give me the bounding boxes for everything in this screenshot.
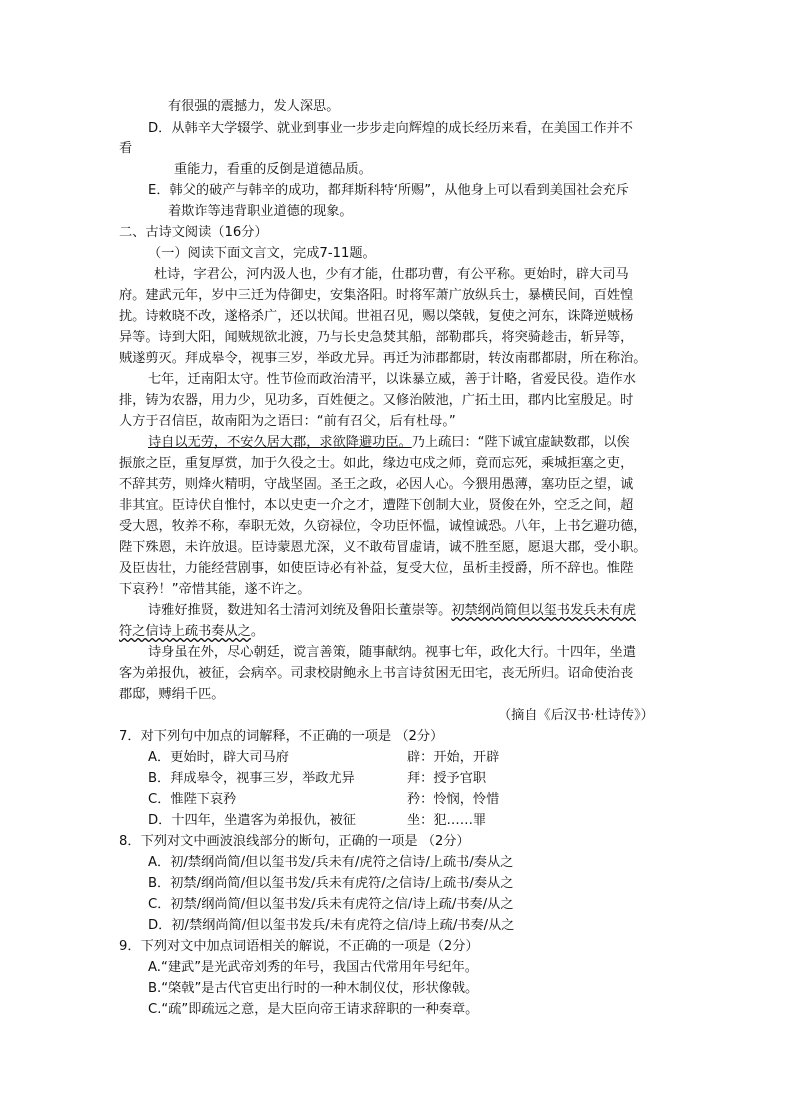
passage-line: 陛下殊恩，未许放退。臣诗蒙恩尤深，义不敢苟冒虚请，诚不胜至愿，愿退大郡，受小职。 xyxy=(119,540,647,555)
q7-option-a: A．更始时，辟大司马府 xyxy=(148,750,289,765)
q7-option-b-gloss: 拜：授予官职 xyxy=(407,771,487,786)
passage-line: 不辞其劳，则烽火精明，守战坚固。圣王之政，必因人心。今猥用愚薄，塞功臣之望，诚 xyxy=(119,477,634,492)
q9-option-c: C.“疏”即疏远之意，是大臣向帝王请求辞职的一种奏章。 xyxy=(148,1002,479,1017)
passage-line xyxy=(148,601,636,621)
option-d-line1: D．从韩辛大学辍学、就业到事业一步步走向辉煌的成长经历来看，在美国工作并不 xyxy=(148,121,633,136)
passage-text: 乃上疏曰：“陛下诚宜虚缺数郡，以俟 xyxy=(411,435,630,450)
q8-option-d: D．初/禁纲尚简/但以玺书发兵/未有虎符之信/诗上疏/书奏/从之 xyxy=(148,918,515,933)
q7-option-d: D．十四年，坐遣客为弟报仇，被征 xyxy=(148,813,356,828)
option-e-line2: 着欺诈等违背职业道德的现象。 xyxy=(168,204,353,219)
wavy-underlined-text: 符之信诗上疏书奏从之 xyxy=(119,624,251,639)
question-7-stem: 7．对下列句中加点的词解释，不正确的一项是 （2分） xyxy=(119,729,444,744)
q9-option-a: A.“建武”是光武帝刘秀的年号，我国古代常用年号纪年。 xyxy=(148,960,478,975)
q7-option-d-gloss: 坐：犯……罪 xyxy=(407,813,487,828)
option-d-line3: 重能力，看重的反倒是道德品质。 xyxy=(174,162,372,177)
passage-line: 客为弟报仇，被征，会病卒。司隶校尉鲍永上书言诗贫困无田宅，丧无所归。诏命使治丧 xyxy=(119,666,634,681)
passage-line: 七年，迁南阳太守。性节俭而政治清平，以诛暴立威，善于计略，省爱民役。造作水 xyxy=(148,372,636,387)
passage-line: 及臣齿壮，力能经营剧事，如使臣诗必有补益，复受大位，虽析圭授爵，所不辞也。惟陛 xyxy=(119,561,634,576)
passage-line: 诗身虽在外，尽心朝廷，谠言善策，随事献纳。视事七年，政化大行。十四年，坐遣 xyxy=(148,645,636,660)
passage-line: 受大恩，牧养不称，奉职无效，久窃禄位，令功臣怀愠，诚惶诚恐。八年，上书乞避功德， xyxy=(119,519,647,534)
passage-line: 非其宜。臣诗伏自惟忖，本以史吏一介之才，遭陛下创制大业，贤俊在外，空乏之间，超 xyxy=(119,498,634,513)
passage-line: 异等。诗到大阳，闻贼规欲北渡，乃与长史急焚其船，部勒郡兵，将突骑趁击，斩异等， xyxy=(119,330,634,345)
passage-line xyxy=(119,622,264,642)
q8-option-c: C．初禁/纲尚简/但以玺书发/兵未有虎符之信/诗上疏/书奏/从之 xyxy=(148,897,514,912)
passage-line xyxy=(148,433,630,453)
q8-option-a: A．初/禁纲尚简/但以玺书发/兵未有/虎符之信诗/上疏书/奏从之 xyxy=(148,855,514,870)
passage-line: 排，铸为农器，用力少，见功多，百姓便之。又修治陂池，广拓土田，郡内比室殷足。时 xyxy=(119,393,634,408)
q8-option-b: B．初禁/纲尚简/但以玺书发/兵未有虎符/之信诗/上疏书/奏从之 xyxy=(148,876,514,891)
wavy-underlined-text: 初禁纲尚简但以玺书发兵未有虎 xyxy=(451,603,636,618)
passage-line: 杜诗，字君公，河内汲人也，少有才能，仕郡功曹，有公平称。更始时，辟大司马 xyxy=(154,267,629,282)
section-subheading: （一）阅读下面文言文，完成7-11题。 xyxy=(148,246,376,261)
passage-line: 府。建武元年，岁中三迁为侍御史，安集洛阳。时将军萧广放纵兵士，暴横民间，百姓惶 xyxy=(119,288,634,303)
q7-option-a-gloss: 辟：开始，开辟 xyxy=(407,750,500,765)
underlined-sentence: 诗自以无劳，不安久居大郡，求欲降避功臣。 xyxy=(148,435,412,450)
passage-source: （摘自《后汉书·杜诗传》） xyxy=(498,708,654,723)
passage-line: 下哀矜！”帝惜其能，遂不许之。 xyxy=(119,582,311,597)
q7-option-b: B．拜成皋令，视事三岁，举政尤异 xyxy=(148,771,355,786)
q7-option-c-gloss: 矜：怜悯，怜惜 xyxy=(407,792,500,807)
passage-line: 人方于召信臣，故南阳为之语曰：“前有召父，后有杜母。” xyxy=(119,414,456,429)
passage-text: 诗雅好推贤，数进知名士清河刘统及鲁阳长董崇等。 xyxy=(148,603,452,618)
question-9-stem: 9．下列对文中加点词语相关的解说，不正确的一项是（2分） xyxy=(119,939,479,954)
q7-option-c: C．惟陛下哀矜 xyxy=(148,792,237,807)
passage-line: 扰。诗敕晓不改，遂格杀广，还以状闻。世祖召见，赐以棨戟，复使之河东，诛降逆贼杨 xyxy=(119,309,634,324)
passage-line: 贼遂剪灭。拜成皋令，视事三岁，举政尤异。再迁为沛郡都尉，转汝南郡都尉，所在称治。 xyxy=(119,351,647,366)
passage-text: 。 xyxy=(250,624,265,639)
option-e-line1: E．韩父的破产与韩辛的成功，都拜斯科特‘所赐”，从他身上可以看到美国社会充斥 xyxy=(148,183,629,198)
option-d-line2: 看 xyxy=(119,141,133,156)
option-c-continuation: 有很强的震撼力，发人深思。 xyxy=(168,99,340,114)
question-8-stem: 8．下列对文中画波浪线部分的断句，正确的一项是 （2分） xyxy=(119,834,470,849)
passage-line: 振旅之臣，重复厚赏，加于久役之士。如此，缘边屯戍之师，竟而忘死，乘城拒塞之吏， xyxy=(119,456,634,471)
section-heading: 二、古诗文阅读（16分） xyxy=(119,225,268,240)
passage-line: 郡邸，赙绢千匹。 xyxy=(119,687,225,702)
q9-option-b: B.“棨戟”是古代官吏出行时的一种木制仪仗，形状像戟。 xyxy=(148,981,479,996)
